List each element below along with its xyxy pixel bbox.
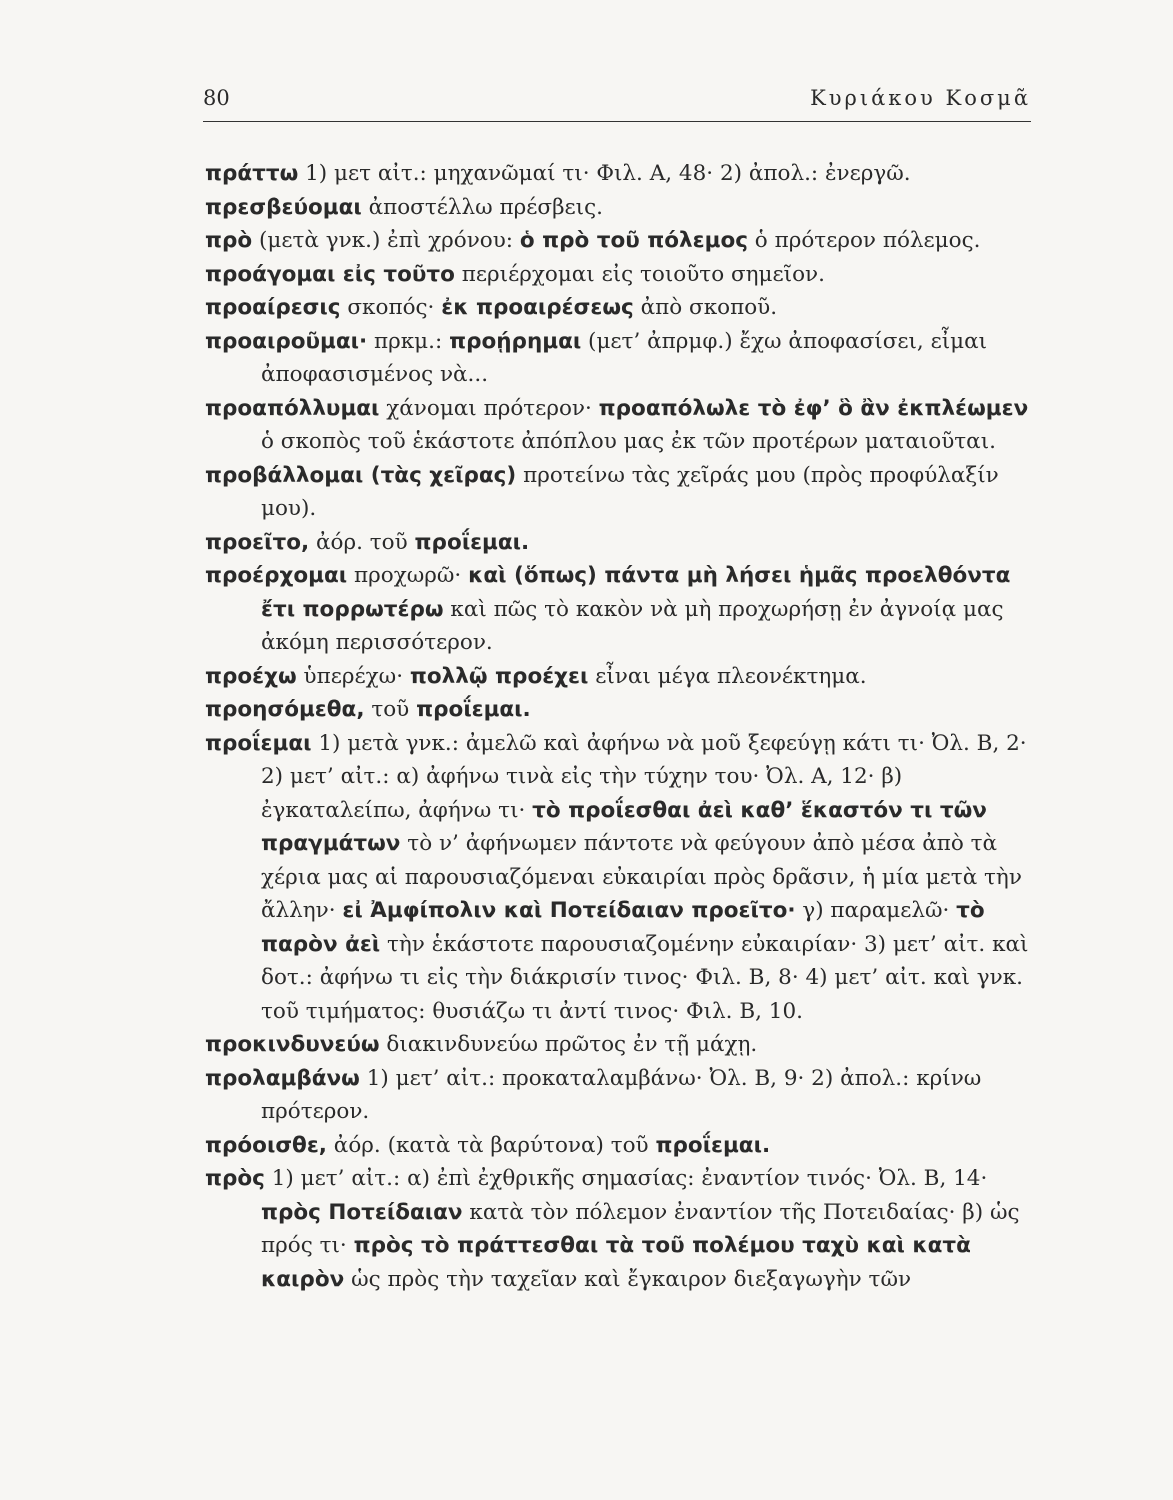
entry-lemma: τὸ προΐεσθαι ἀεὶ καθ’ ἕκαστόν τι τῶν πραγμάτων (261, 797, 987, 856)
entry-lemma: προλαμβάνω (205, 1065, 360, 1091)
dictionary-entry (205, 325, 1031, 392)
entry-lemma: προΐεμαι. (416, 697, 531, 722)
entry-lemma: τὸ παρὸν ἀεὶ (261, 898, 985, 957)
dictionary-entry (205, 157, 1031, 191)
dictionary-entry (205, 559, 1031, 660)
entry-text: 1) μετὰ γνκ.: ἀμελῶ καὶ ἀφήνω νὰ μοῦ ξεφεύγῃ κάτι τι· Ὀλ. Β, 2· 2) μετ’ αἰτ.: α) ἀφήνω τινὰ εἰς τὴν τύχην του· Ὀλ. Α, 12· β) ἐγκαταλείπω, ἀφήνω τι· (261, 730, 1027, 823)
entry-text: χάνομαι πρότερον· (379, 395, 599, 421)
dictionary-entry (205, 258, 1031, 292)
entry-text: γ) παραμελῶ· (795, 898, 957, 923)
entry-lemma: πρὸς (205, 1166, 265, 1191)
entry-lemma: πράττω (205, 161, 299, 186)
page-number: 80 (203, 86, 230, 110)
entry-lemma: πρὸ (205, 228, 253, 253)
dictionary-entry (205, 1129, 1031, 1163)
entry-text: κατὰ τὸν πόλεμον ἐναντίον τῆς Ποτειδαίας· β) ὡς πρός τι· (261, 1199, 1020, 1258)
entry-lemma: προΐεμαι (205, 730, 312, 756)
dictionary-entry (205, 727, 1031, 1029)
entry-text: σκοπός· (340, 295, 442, 320)
entry-text: διακινδυνεύω πρῶτος ἐν τῇ μάχῃ. (379, 1032, 758, 1057)
entry-text: ἀπὸ σκοποῦ. (633, 295, 778, 320)
entry-text: ἀόρ. (κατὰ τὰ βαρύτονα) τοῦ (326, 1132, 656, 1158)
entry-text: τὴν ἑκάστοτε παρουσιαζομένην εὐκαιρίαν· 3) μετ’ αἰτ. καὶ δοτ.: ἀφήνω τι εἰς τὴν διάκρισίν τινος· Φιλ. Β, 8· 4) μετ’ αἰτ. καὶ γνκ. τοῦ τιμήματος: θυσιάζω τι ἀντί τινος· Φιλ. Β, 10. (261, 931, 1029, 1024)
entry-text: ὡς πρὸς τὴν ταχεῖαν καὶ ἔγκαιρον διεξαγωγὴν τῶν (344, 1266, 912, 1292)
entry-lemma: προΐεμαι. (655, 1132, 771, 1158)
entry-text: ὑπερέχω· (296, 663, 410, 689)
entry-lemma: προέχω (205, 663, 297, 689)
dictionary-entry (205, 224, 1031, 258)
entry-text: (μετ’ ἀπρμφ.) ἔχω ἀποφασίσει, εἶμαι ἀποφασισμένος νὰ... (261, 328, 988, 387)
entry-text: ὁ πρότερον πόλεμος. (747, 228, 981, 253)
entry-lemma: προησόμεθα, (205, 697, 365, 722)
dictionary-entries (205, 157, 1031, 1296)
dictionary-entry (205, 291, 1031, 325)
entry-text: ὁ σκοπὸς τοῦ ἑκάστοτε ἀπόπλου μας ἐκ τῶν προτέρων ματαιοῦται. (261, 429, 996, 454)
entry-lemma: προεῖτο, (205, 529, 310, 555)
running-head: Κυριάκου Κοσμᾶ (810, 86, 1031, 110)
entry-text: καὶ πῶς τὸ κακὸν νὰ μὴ προχωρήσῃ ἐν ἀγνοίᾳ μας ἀκόμη περισσότερον. (261, 596, 1004, 655)
dictionary-entry (205, 459, 1031, 526)
entry-lemma: προάγομαι εἰς τοῦτο (205, 261, 455, 287)
entry-lemma: πρὸς τὸ πράττεσθαι τὰ τοῦ πολέμου ταχὺ καὶ κατὰ καιρὸν (261, 1233, 971, 1292)
entry-lemma: εἰ Ἀμφίπολιν καὶ Ποτείδαιαν προεῖτο· (342, 898, 796, 923)
dictionary-entry (205, 693, 1031, 727)
entry-text: ἀόρ. τοῦ (309, 529, 415, 555)
dictionary-entry (205, 191, 1031, 225)
dictionary-entry (205, 526, 1031, 560)
entry-lemma: προαιροῦμαι· (205, 328, 368, 354)
entry-text: πρκμ.: (367, 328, 450, 354)
entry-lemma: προαπόλλυμαι (205, 395, 380, 421)
entry-lemma: προαπόλωλε τὸ ἐφ’ ὃ ἂν ἐκπλέωμεν (598, 395, 1029, 421)
entry-text: περιέρχομαι εἰς τοιοῦτο σημεῖον. (454, 261, 825, 287)
entry-text: 1) μετ’ αἰτ.: προκαταλαμβάνω· Ὀλ. Β, 9· 2) ἀπολ.: κρίνω πρότερον. (261, 1065, 982, 1124)
entry-text: τὸ ν’ ἀφήνωμεν πάντοτε νὰ φεύγουν ἀπὸ μέσα ἀπὸ τὰ χέρια μας αἱ παρουσιαζόμεναι εὐκαιρίαι πρὸς δρᾶσιν, ἡ μία μετὰ τὴν ἄλλην· (261, 831, 1022, 923)
entry-lemma: προαίρεσις (205, 295, 341, 320)
entry-text: εἶναι μέγα πλεονέκτημα. (588, 663, 867, 689)
entry-lemma: πρόοισθε, (205, 1132, 327, 1158)
entry-text: 1) μετ’ αἰτ.: α) ἐπὶ ἐχθρικῆς σημασίας: ἐναντίον τινός· Ὀλ. Β, 14· (264, 1166, 988, 1191)
entry-lemma: πρεσβεύομαι (205, 194, 362, 220)
dictionary-entry (205, 1028, 1031, 1062)
entry-lemma: πρὸς Ποτείδαιαν (261, 1199, 463, 1225)
page-header (203, 86, 1031, 116)
entry-lemma: ἐκ προαιρέσεως (441, 295, 634, 320)
entry-lemma: προβάλλομαι (τὰς χεῖρας) (205, 462, 517, 488)
dictionary-entry (205, 660, 1031, 694)
dictionary-entry (205, 1162, 1031, 1296)
entry-text: ἀποστέλλω πρέσβεις. (361, 194, 603, 220)
entry-lemma: προκινδυνεύω (205, 1032, 380, 1057)
entry-lemma: προέρχομαι (205, 563, 348, 588)
entry-text: (μετὰ γνκ.) ἐπὶ χρόνου: (252, 228, 520, 253)
entry-lemma: πολλῷ προέχει (409, 663, 589, 689)
dictionary-entry (205, 1062, 1031, 1129)
header-rule (203, 121, 1031, 122)
entry-text: 1) μετ αἰτ.: μηχανῶμαί τι· Φιλ. Α, 48· 2) ἀπολ.: ἐνεργῶ. (298, 161, 911, 186)
entry-lemma: ὁ πρὸ τοῦ πόλεμος (519, 228, 748, 253)
entry-text: προχωρῶ· (347, 563, 469, 588)
entry-lemma: προῄρημαι (449, 328, 582, 354)
dictionary-entry (205, 392, 1031, 459)
entry-lemma: προΐεμαι. (414, 529, 530, 555)
entry-text: προτείνω τὰς χεῖράς μου (πρὸς προφύλαξίν μου). (261, 462, 999, 521)
entry-text: τοῦ (364, 697, 417, 722)
entry-lemma: καὶ (ὅπως) πάντα μὴ λήσει ἡμᾶς προελθόντα ἔτι πορρωτέρω (261, 563, 1011, 622)
